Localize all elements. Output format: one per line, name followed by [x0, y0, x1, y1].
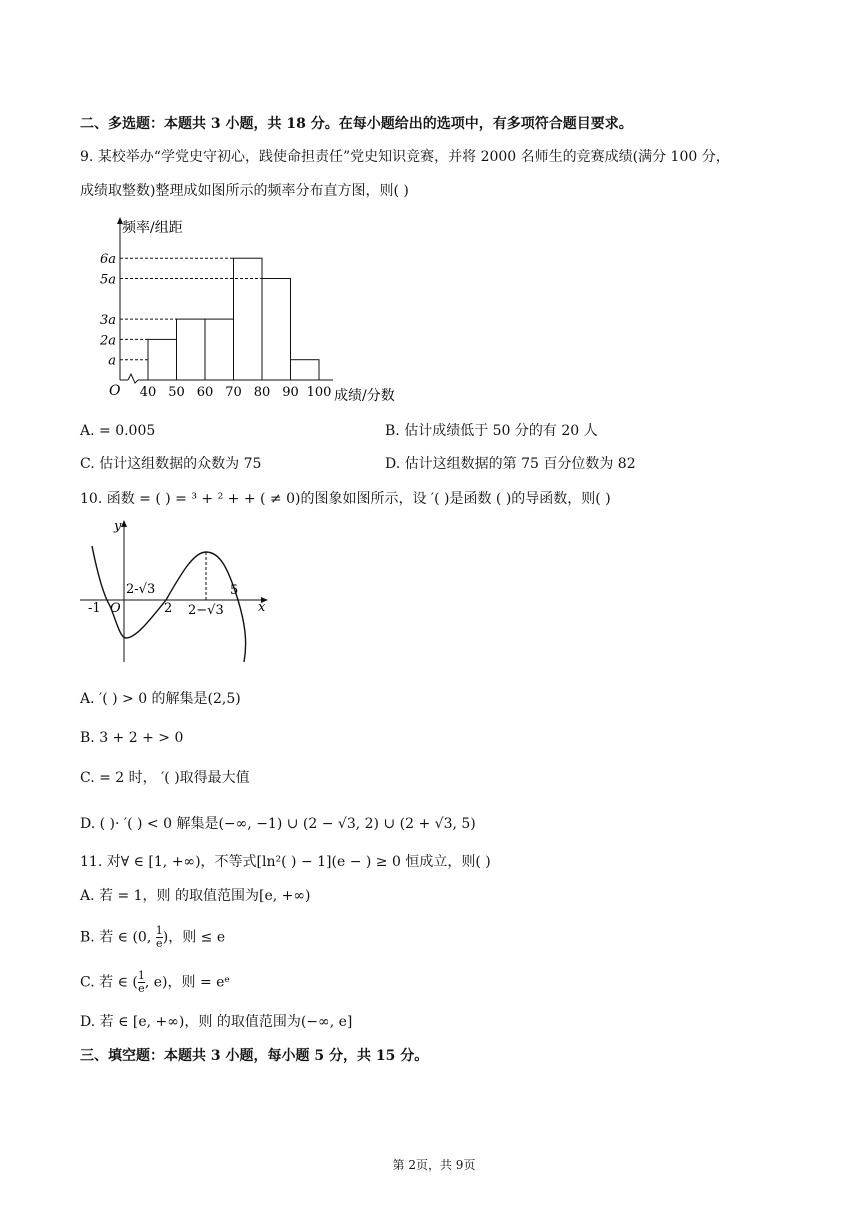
fraction-1-over-e-c [138, 970, 145, 995]
label-neg1: -1 [88, 601, 101, 616]
q11-option-b-suffix: )，则 ≤ e [162, 929, 226, 946]
hist-x-tick-label: 100 [306, 385, 332, 400]
q9-option-c: C. 估计这组数据的众数为 75 [80, 456, 262, 472]
q10-option-b: B. 3 + 2 + > 0 [80, 730, 184, 746]
hist-y-tick-label: 6a [99, 252, 116, 268]
hist-bar [234, 258, 263, 380]
page-footer: 第 2页，共 9页 [392, 1158, 476, 1172]
hist-y-tick-label: 5a [99, 272, 116, 288]
hist-y-tick-label: 2a [99, 333, 116, 349]
fraction-1-over-e [156, 925, 163, 950]
hist-x-tick-label: 60 [196, 385, 214, 400]
label-2-minus-root3-bottom: 2−√3 [188, 603, 224, 618]
q11-option-c [80, 970, 230, 995]
q11-option-c-suffix: , e)，则 = eᵉ [144, 974, 230, 991]
q10-option-a: A. ′( ) > 0 的解集是(2,5) [80, 691, 241, 707]
q10-stem: 10. 函数 = ( ) = ³ + ² + + ( ≠ 0)的图象如图所示，设 ′( )是函数 ( )的导函数，则( ) [80, 491, 611, 507]
q11-option-a: A. 若 = 1，则 的取值范围为[e, +∞) [80, 888, 311, 904]
label-2: 2 [164, 601, 173, 616]
hist-x-tick-label: 90 [282, 385, 299, 400]
q11-stem: 11. 对∀ ∈ [1, +∞)，不等式[ln²( ) − 1](e − ) ≥ 0 恒成立，则( ) [80, 854, 491, 870]
hist-origin: O [109, 383, 121, 399]
graph-x-label: x [258, 600, 266, 615]
frac-den: e [155, 937, 163, 950]
frac-num-c: 1 [137, 969, 145, 982]
hist-x-tick-label: 80 [253, 385, 271, 400]
cubic-graph [78, 516, 278, 666]
graph-origin: O [110, 601, 121, 616]
frac-num: 1 [155, 924, 163, 937]
q9-option-a: A. = 0.005 [80, 423, 156, 439]
q11-option-c-prefix: C. 若 ∈ ( [80, 974, 138, 991]
frac-den-c: e [138, 982, 145, 995]
hist-x-tick-label: 70 [225, 385, 242, 400]
q10-option-d: D. ( )· ′( ) < 0 解集是(−∞, −1) ∪ (2 − √3, 2) ∪ (2 + √3, 5) [80, 816, 476, 832]
q11-option-b [80, 925, 225, 950]
label-5: 5 [230, 583, 239, 598]
hist-bar [291, 360, 320, 380]
hist-bar [205, 319, 234, 380]
section-3-heading: 三、填空题：本题共 3 小题，每小题 5 分，共 15 分。 [80, 1048, 429, 1064]
q9-option-d: D. 估计这组数据的第 75 百分位数为 82 [385, 456, 636, 472]
hist-x-tick-label: 50 [168, 385, 185, 400]
hist-y-label: 频率/组距 [122, 220, 183, 236]
hist-bar [177, 319, 206, 380]
q9-stem-line1: 9. 某校举办“学党史守初心，践使命担责任”党史知识竞赛，并将 2000 名师生的竞赛成绩(满分 100 分， [80, 149, 730, 165]
hist-bar [148, 339, 177, 380]
graph-y-label: y [114, 519, 122, 534]
hist-x-label: 成绩/分数 [334, 388, 395, 402]
histogram-chart [80, 212, 420, 402]
label-2-minus-root3-top: 2-√3 [126, 582, 156, 597]
section-2-heading: 二、多选题：本题共 3 小题，共 18 分。在每小题给出的选项中，有多项符合题目要求。 [80, 116, 633, 132]
q9-option-b: B. 估计成绩低于 50 分的有 20 人 [385, 423, 598, 439]
y-axis-arrow-icon [121, 520, 127, 527]
hist-axis-break-icon [128, 374, 138, 383]
q11-option-b-prefix: B. 若 ∈ (0, [80, 929, 156, 946]
hist-y-tick-label: 3a [99, 313, 116, 329]
q11-option-d: D. 若 ∈ [e, +∞)，则 的取值范围为(−∞, e] [80, 1014, 353, 1030]
hist-x-tick-label: 40 [139, 385, 157, 400]
hist-bar [262, 279, 291, 381]
hist-y-tick-label: a [108, 353, 116, 369]
q10-option-c: C. = 2 时， ′( )取得最大值 [80, 770, 250, 786]
q9-stem-line2: 成绩取整数)整理成如图所示的频率分布直方图，则( ) [80, 183, 409, 199]
